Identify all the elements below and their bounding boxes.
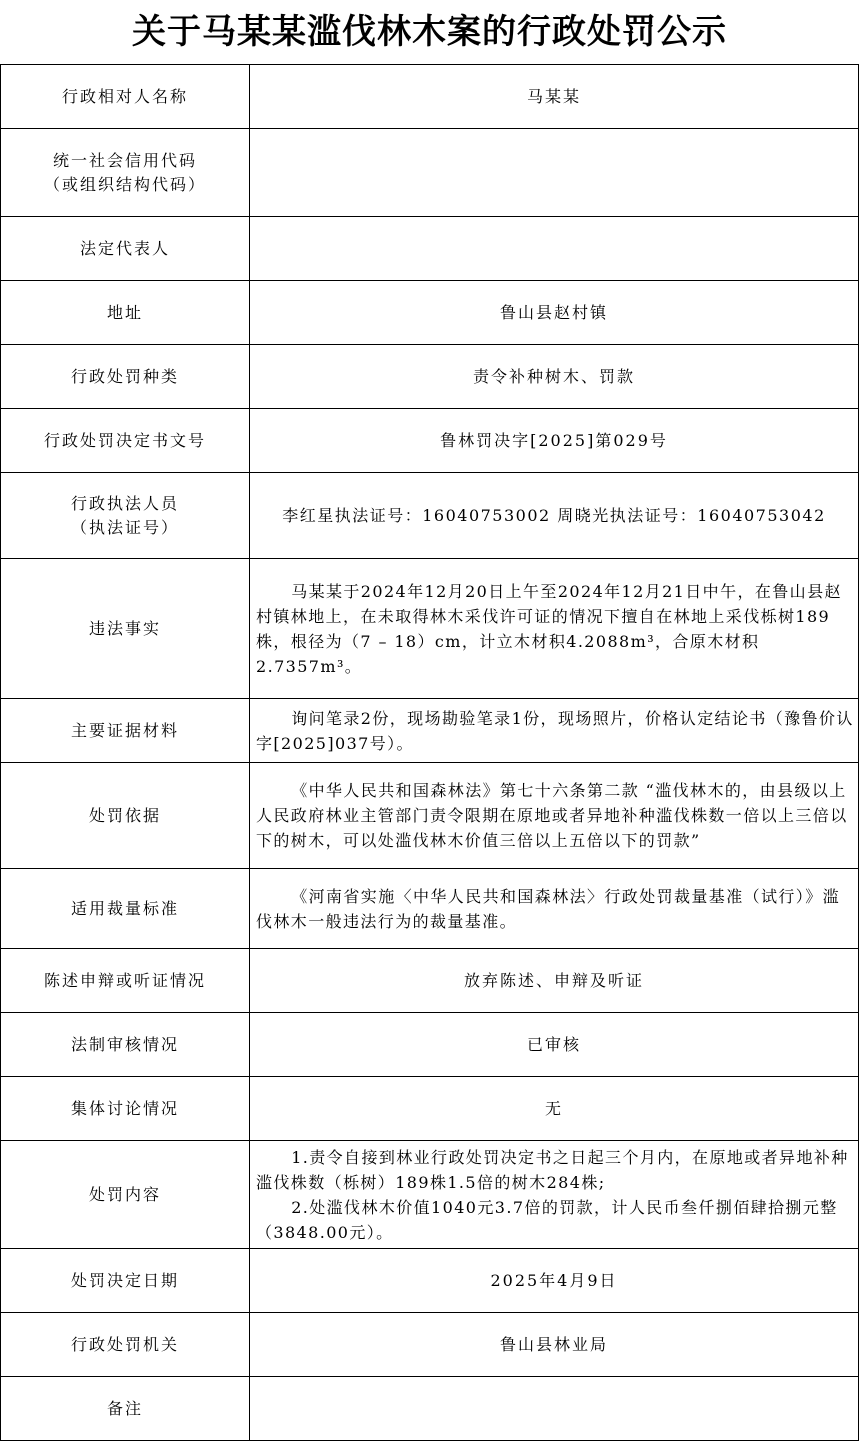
table-row	[1, 473, 859, 559]
table-row	[1, 869, 859, 949]
paragraph: 《河南省实施〈中华人民共和国森林法〉行政处罚裁量基准（试行）》滥伐林木一般违法行为的裁量基准。	[256, 886, 840, 931]
row-label: 地址	[1, 281, 250, 345]
row-label: 法定代表人	[1, 217, 250, 281]
row-label: 适用裁量标准	[1, 869, 250, 949]
row-value: 马某某	[250, 65, 859, 129]
table-row	[1, 1249, 859, 1313]
table-row	[1, 699, 859, 763]
row-value: 放弃陈述、申辩及听证	[250, 949, 859, 1013]
table-row	[1, 1313, 859, 1377]
table-row	[1, 281, 859, 345]
penalty-table	[0, 64, 859, 1441]
row-value: 无	[250, 1077, 859, 1141]
row-label: 违法事实	[1, 559, 250, 699]
row-label: 陈述申辩或听证情况	[1, 949, 250, 1013]
row-label: 处罚依据	[1, 763, 250, 869]
row-value: 2025年4月9日	[250, 1249, 859, 1313]
label-line: （或组织结构代码）	[43, 174, 206, 194]
row-value	[250, 129, 859, 217]
row-label: 处罚决定日期	[1, 1249, 250, 1313]
table-row	[1, 129, 859, 217]
table-row	[1, 1377, 859, 1441]
table-row	[1, 217, 859, 281]
table-row	[1, 1141, 859, 1249]
row-value: 鲁山县赵村镇	[250, 281, 859, 345]
row-label	[1, 473, 250, 559]
row-label: 处罚内容	[1, 1141, 250, 1249]
row-label: 法制审核情况	[1, 1013, 250, 1077]
paragraph: 2.处滥伐林木价值1040元3.7倍的罚款，计人民币叁仟捌佰肆拾捌元整（3848.00元）。	[256, 1197, 838, 1242]
row-value: 鲁林罚决字[2025]第029号	[250, 409, 859, 473]
table-row	[1, 559, 859, 699]
row-value	[250, 1377, 859, 1441]
table-row	[1, 1077, 859, 1141]
label-line: （执法证号）	[70, 517, 179, 537]
row-value	[250, 217, 859, 281]
table-row	[1, 345, 859, 409]
page-title: 关于马某某滥伐林木案的行政处罚公示	[132, 12, 727, 52]
row-value	[250, 1141, 859, 1249]
paragraph: 马某某于2024年12月20日上午至2024年12月21日中午，在鲁山县赵村镇林地上，在未取得林木采伐许可证的情况下擅自在林地上采伐栎树189株，根径为（7 – 18）cm，计立木材积4.2088m³，合原木材积2.7357m³。	[256, 581, 842, 676]
row-value: 已审核	[250, 1013, 859, 1077]
row-label: 行政相对人名称	[1, 65, 250, 129]
row-value	[250, 559, 859, 699]
table-row	[1, 1013, 859, 1077]
row-label: 备注	[1, 1377, 250, 1441]
row-value: 责令补种树木、罚款	[250, 345, 859, 409]
label-line: 统一社会信用代码	[52, 150, 197, 170]
paragraph: 《中华人民共和国森林法》第七十六条第二款 “滥伐林木的，由县级以上人民政府林业主管部门责令限期在原地或者异地补种滥伐株数一倍以上三倍以下的树木，可以处滥伐林木价值三倍以上五倍以下的罚款”	[256, 781, 848, 850]
row-label: 行政处罚机关	[1, 1313, 250, 1377]
paragraph: 询问笔录2份，现场勘验笔录1份，现场照片，价格认定结论书（豫鲁价认字[2025]037号）。	[256, 708, 854, 753]
table-row	[1, 65, 859, 129]
row-label: 行政处罚种类	[1, 345, 250, 409]
row-value	[250, 763, 859, 869]
table-row	[1, 763, 859, 869]
row-label: 主要证据材料	[1, 699, 250, 763]
paragraph: 1.责令自接到林业行政处罚决定书之日起三个月内，在原地或者异地补种滥伐株数（栎树）189株1.5倍的树木284株;	[256, 1147, 849, 1192]
table-row	[1, 949, 859, 1013]
row-label: 集体讨论情况	[1, 1077, 250, 1141]
row-label: 行政处罚决定书文号	[1, 409, 250, 473]
row-value	[250, 869, 859, 949]
label-line: 行政执法人员	[70, 493, 179, 513]
row-label	[1, 129, 250, 217]
table-row	[1, 409, 859, 473]
row-value: 李红星执法证号：16040753002 周晓光执法证号：16040753042	[250, 473, 859, 559]
row-value: 鲁山县林业局	[250, 1313, 859, 1377]
row-value	[250, 699, 859, 763]
